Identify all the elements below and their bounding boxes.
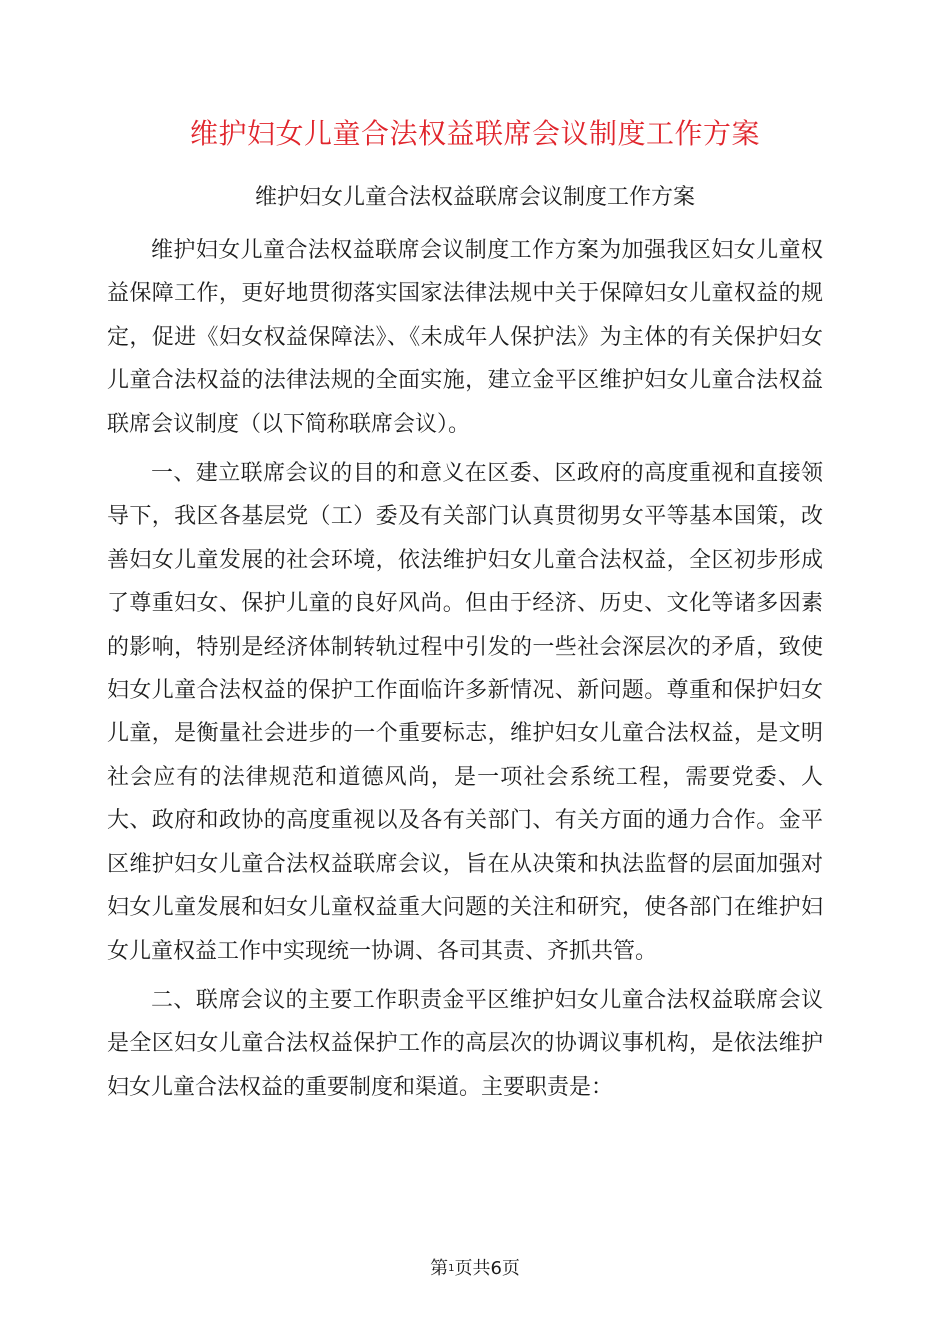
document-body <box>107 229 823 1109</box>
paragraph-section-two: 二、联席会议的主要工作职责金平区维护妇女儿童合法权益联席会议是全区妇女儿童合法权益保护工作的高层次的协调议事机构，是依法维护妇女儿童合法权益的重要制度和渠道。主要职责是： <box>107 987 823 1100</box>
footer-middle: 页共 <box>454 1258 491 1279</box>
footer-page-current: 1 <box>448 1263 455 1274</box>
footer-prefix: 第 <box>430 1258 449 1279</box>
paragraph-section-one: 一、建立联席会议的目的和意义在区委、区政府的高度重视和直接领导下，我区各基层党（工）委及有关部门认真贯彻男女平等基本国策，改善妇女儿童发展的社会环境，依法维护妇女儿童合法权益，全区初步形成了尊重妇女、保护儿童的良好风尚。但由于经济、历史、文化等诸多因素的影响，特别是经济体制转轨过程中引发的一些社会深层次的矛盾，致使妇女儿童合法权益的保护工作面临许多新情况、新问题。尊重和保护妇女儿童，是衡量社会进步的一个重要标志，维护妇女儿童合法权益，是文明社会应有的法律规范和道德风尚，是一项社会系统工程，需要党委、人大、政府和政协的高度重视以及各有关部门、有关方面的通力合作。金平区维护妇女儿童合法权益联席会议，旨在从决策和执法监督的层面加强对妇女儿童发展和妇女儿童权益重大问题的关注和研究，使各部门在维护妇女儿童权益工作中实现统一协调、各司其责、齐抓共管。 <box>107 461 823 964</box>
footer-suffix: 页 <box>501 1258 520 1279</box>
paragraph-intro: 维护妇女儿童合法权益联席会议制度工作方案为加强我区妇女儿童权益保障工作，更好地贯彻落实国家法律法规中关于保障妇女儿童权益的规定，促进《妇女权益保障法》、《未成年人保护法》为主体的有关保护妇女儿童合法权益的法律法规的全面实施，建立金平区维护妇女儿童合法权益联席会议制度（以下简称联席会议）。 <box>107 238 823 437</box>
document-subtitle: 维护妇女儿童合法权益联席会议制度工作方案 <box>254 185 695 210</box>
document-title: 维护妇女儿童合法权益联席会议制度工作方案 <box>189 117 760 150</box>
footer-page-total: 6 <box>490 1258 502 1279</box>
page-footer <box>0 1256 950 1282</box>
